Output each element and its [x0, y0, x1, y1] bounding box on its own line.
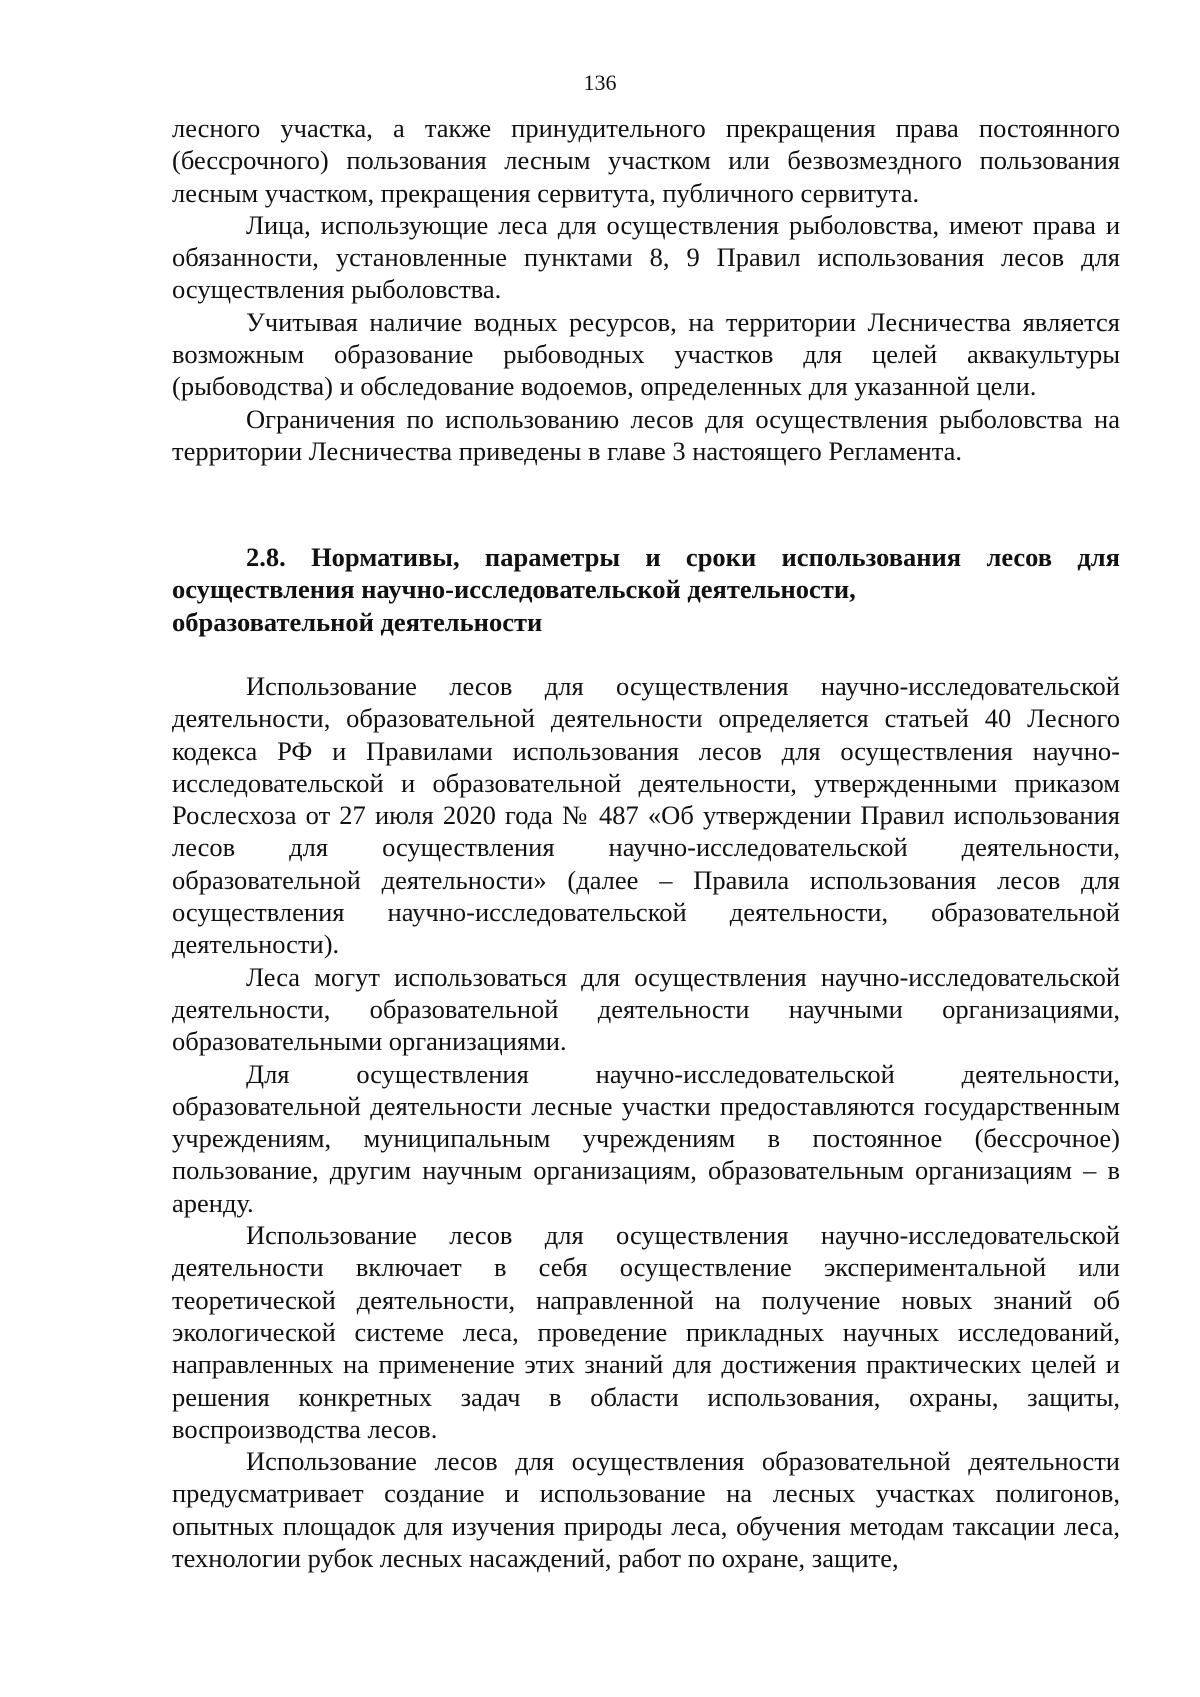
paragraph-fishing-restrictions: Ограничения по использованию лесов для осуществления рыболовства на территории Лесничества приведены в главе 3 настоящего Регламента. [172, 403, 1120, 466]
paragraph-fishing-rights: Лица, использующие леса для осуществления рыболовства, имеют права и обязанности, установленные пунктами 8, 9 Правил использования лесов для осуществления рыболовства. [172, 209, 1120, 305]
section-heading [172, 541, 1120, 638]
section-heading-last-line: образовательной деятельности [172, 606, 543, 637]
page-number: 136 [583, 70, 617, 95]
section-heading-main: 2.8. Нормативы, параметры и сроки использования лесов для осуществления научно-исследовательской деятельности, [172, 542, 1120, 605]
paragraph-land-provision: Для осуществления научно-исследовательской деятельности, образовательной деятельности лесные участки предоставляются государственным учреждениям, муниципальным учреждениям в постоянное (бессрочное) пользование, другим научным организациям, образовательным организациям – в аренду. [172, 1058, 1120, 1218]
paragraph-education-scope: Использование лесов для осуществления образовательной деятельности предусматривает создание и использование на лесных участках полигонов, опытных площадок для изучения природы леса, обучения методам таксации леса, технологии рубок лесных насаждений, работ по охране, защите, [172, 1446, 1120, 1574]
paragraph-aquaculture: Учитывая наличие водных ресурсов, на территории Лесничества является возможным образование рыбоводных участков для целей аквакультуры (рыбоводства) и обследование водоемов, определенных для указанной цели. [172, 306, 1120, 402]
top-text-block [172, 112, 1120, 467]
section-text-block [172, 670, 1120, 1574]
paragraph-legal-basis: Использование лесов для осуществления научно-исследовательской деятельности, образовательной деятельности определяется статьей 40 Лесного кодекса РФ и Правилами использования лесов для осуществления научно-исследовательской и образовательной деятельности, утвержденными приказом Рослесхоза от 27 июля 2020 года № 487 «Об утверждении Правил использования лесов для осуществления научно-исследовательской деятельности, образовательной деятельности» (далее – Правила использования лесов для осуществления научно-исследовательской деятельности, образовательной деятельности). [172, 671, 1120, 960]
paragraph-research-scope: Использование лесов для осуществления научно-исследовательской деятельности включает в себя осуществление экспериментальной или теоретической деятельности, направленной на получение новых знаний об экологической системе леса, проведение прикладных научных исследований, направленных на применение этих знаний для достижения практических целей и решения конкретных задач в области использования, охраны, защиты, воспроизводства лесов. [172, 1220, 1120, 1444]
paragraph-continuation: лесного участка, а также принудительного прекращения права постоянного (бессрочного) пользования лесным участком или безвозмездного пользования лесным участком, прекращения сервитута, публичного сервитута. [172, 113, 1120, 208]
paragraph-organizations: Леса могут использоваться для осуществления научно-исследовательской деятельности, образовательной деятельности научными организациями, образовательными организациями. [172, 961, 1120, 1057]
